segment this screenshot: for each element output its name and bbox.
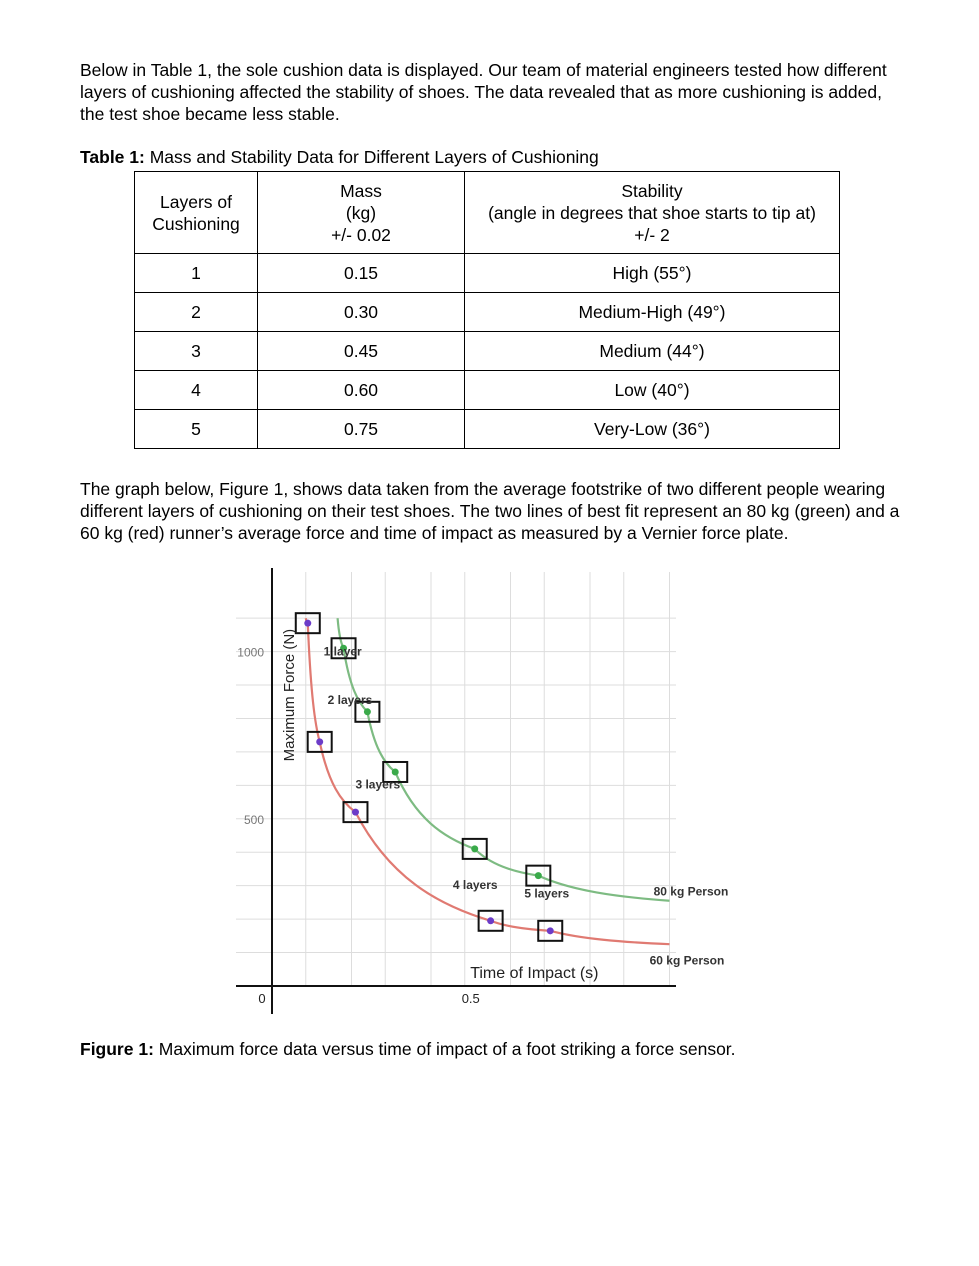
data-point-60kg — [316, 738, 323, 745]
table-caption-label: Table 1: — [80, 147, 145, 167]
data-point-80kg — [471, 845, 478, 852]
force-time-chart — [228, 568, 748, 1018]
header-stability — [465, 172, 840, 254]
header-stability-line2: (angle in degrees that shoe starts to tip at) — [488, 202, 816, 223]
header-layers — [135, 172, 258, 254]
chart-annotation: 2 layers — [327, 692, 373, 707]
x-tick-label: 0 — [258, 991, 266, 1006]
data-point-60kg — [304, 620, 311, 627]
cell-mass: 0.75 — [258, 410, 465, 449]
header-layers-line2: Cushioning — [152, 213, 240, 234]
table-caption — [80, 146, 599, 168]
cell-stability: High (55°) — [465, 254, 840, 293]
table-header-row — [135, 172, 840, 254]
data-point-80kg — [535, 872, 542, 879]
figure-caption-label: Figure 1: — [80, 1039, 154, 1059]
data-point-80kg — [364, 708, 371, 715]
chart-annotation: 60 kg Person — [649, 953, 725, 968]
x-tick-label: 0.5 — [461, 991, 480, 1006]
table-row — [135, 293, 840, 332]
figure-caption — [80, 1038, 736, 1060]
cell-layers: 3 — [135, 332, 258, 371]
header-mass-line3: +/- 0.02 — [331, 224, 391, 245]
table-caption-text: Mass and Stability Data for Different Layers of Cushioning — [144, 147, 599, 167]
header-layers-line1: Layers of — [160, 191, 232, 212]
intro-paragraph: Below in Table 1, the sole cushion data is displayed. Our team of material engineers tested how different layers of cushioning affected the stability of shoes. The data revealed that as more cushioning is added, the test shoe became less stable. — [80, 60, 887, 124]
header-stability-line3: +/- 2 — [634, 224, 670, 245]
y-axis-title: Maximum Force (N) — [281, 628, 298, 762]
table-row — [135, 332, 840, 371]
chart-annotation: 4 layers — [452, 878, 498, 893]
cell-stability: Very-Low (36°) — [465, 410, 840, 449]
data-point-60kg — [352, 809, 359, 816]
chart-axes — [236, 568, 676, 1014]
y-tick-label: 500 — [243, 812, 264, 827]
cell-stability: Medium (44°) — [465, 332, 840, 371]
header-mass-line1: Mass — [340, 180, 382, 201]
cell-mass: 0.15 — [258, 254, 465, 293]
table-row — [135, 410, 840, 449]
figure-caption-text: Maximum force data versus time of impact of a foot striking a force sensor. — [153, 1039, 736, 1059]
header-mass-line2: (kg) — [345, 202, 377, 223]
header-mass — [258, 172, 465, 254]
cell-mass: 0.30 — [258, 293, 465, 332]
table-row — [135, 371, 840, 410]
cell-stability: Low (40°) — [465, 371, 840, 410]
table-row — [135, 254, 840, 293]
chart-annotation: 5 layers — [524, 886, 570, 901]
cell-layers: 1 — [135, 254, 258, 293]
chart-annotation: 80 kg Person — [653, 884, 729, 899]
cell-stability: Medium-High (49°) — [465, 293, 840, 332]
figure-description-paragraph: The graph below, Figure 1, shows data taken from the average footstrike of two different people wearing different layers of cushioning on their test shoes. The two lines of best fit represent an 80 kg (green) and a 60 kg (red) runner’s average force and time of impact as measured by a Vernier force plate. — [80, 479, 900, 543]
cell-layers: 4 — [135, 371, 258, 410]
cell-layers: 2 — [135, 293, 258, 332]
cell-layers: 5 — [135, 410, 258, 449]
x-axis-title: Time of Impact (s) — [470, 965, 599, 982]
data-point-80kg — [392, 768, 399, 775]
y-tick-label: 1000 — [237, 645, 264, 660]
cell-mass: 0.45 — [258, 332, 465, 371]
chart-annotation: 1 layer — [323, 644, 362, 659]
chart-annotation: 3 layers — [355, 777, 401, 792]
cell-mass: 0.60 — [258, 371, 465, 410]
cushioning-table — [134, 171, 840, 449]
data-point-60kg — [547, 927, 554, 934]
data-point-60kg — [487, 917, 494, 924]
chart-marks — [296, 613, 562, 941]
header-stability-line1: Stability — [621, 180, 683, 201]
